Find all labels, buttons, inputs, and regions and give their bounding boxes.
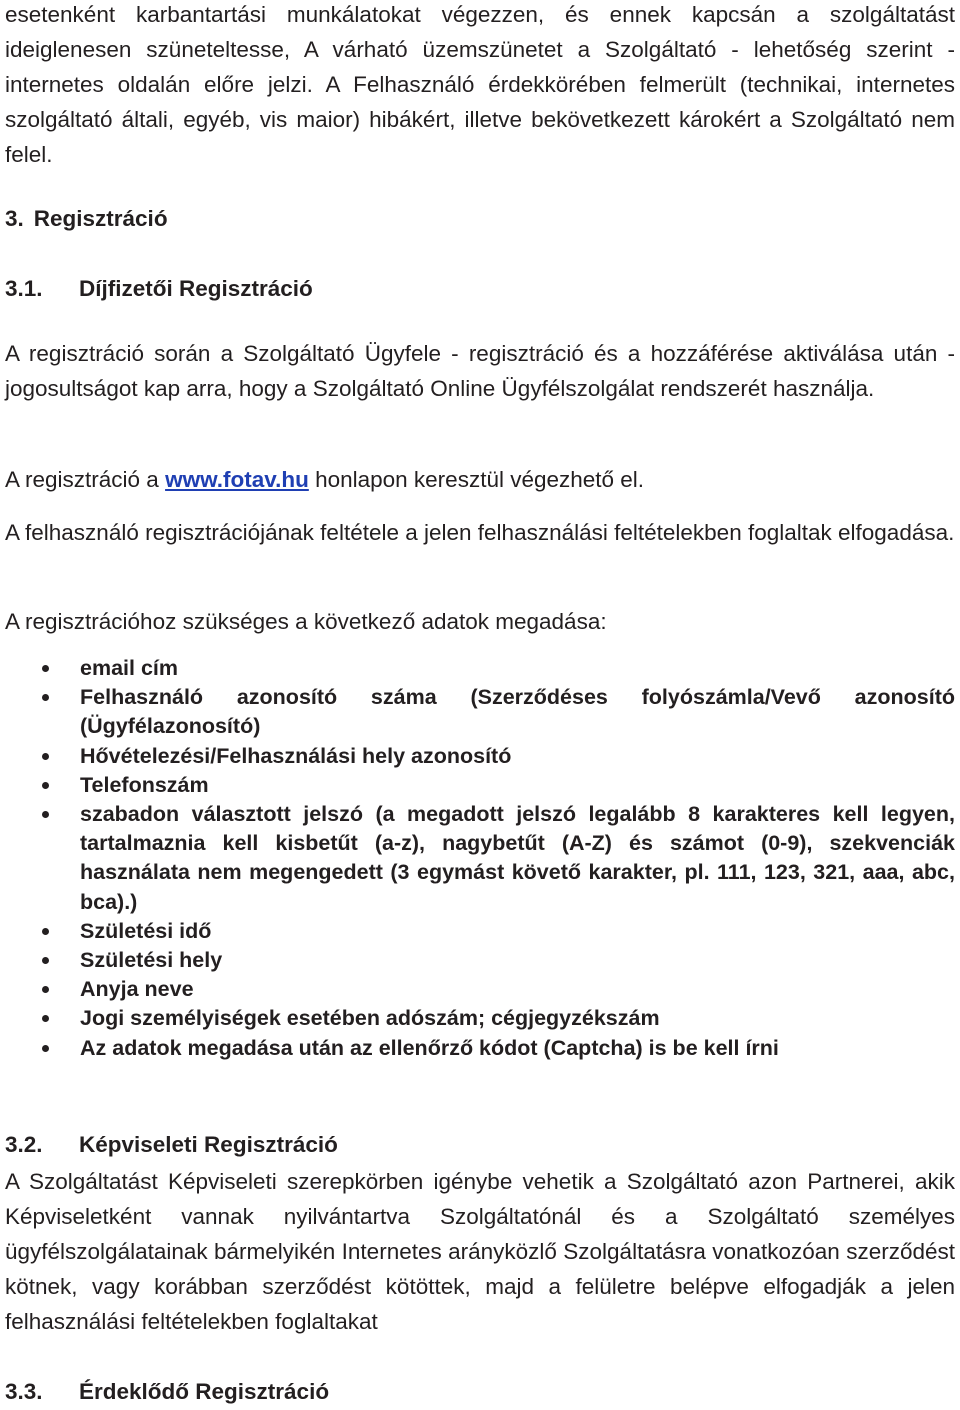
section-3-number: 3. (5, 206, 24, 231)
bullet-icon (42, 957, 49, 964)
bullet-icon (42, 694, 49, 701)
section-3-3-heading (5, 1377, 329, 1407)
bullet-icon (42, 1045, 49, 1052)
list-item: Hővételezési/Felhasználási hely azonosító (0, 742, 955, 771)
section-3-2-paragraph: A Szolgáltatást Képviseleti szerepkörben igénybe vehetik a Szolgáltató azon Partnerei, akik Képviseletként vannak nyilvántartva Szolgáltatónál és a Szolgáltató személyes ügyfélszolgálatainak bármelyikén Internetes arányközlő Szolgáltatásra vonatkozóan szerződést kötnek, vagy korábban szerződést kötöttek, majd a felületre belépve elfogadják a jelen felhasználási feltételekben foglaltakat (5, 1169, 955, 1334)
bullet-icon (42, 986, 49, 993)
section-3-2-heading (5, 1130, 338, 1160)
bullet-icon (42, 928, 49, 935)
bullet-icon (42, 1015, 49, 1022)
section-3-heading (5, 204, 168, 234)
section-3-1-title: Díjfizetői Regisztráció (79, 276, 313, 301)
section-3-title: Regisztráció (33, 206, 168, 231)
list-item: email cím (0, 654, 955, 683)
fotav-website-link[interactable]: www.fotav.hu (165, 467, 309, 492)
list-item: Születési hely (0, 946, 955, 975)
list-item: Az adatok megadása után az ellenőrző kódot (Captcha) is be kell írni (0, 1034, 955, 1063)
bullet-icon (42, 782, 49, 789)
intro-paragraph: esetenként karbantartási munkálatokat végezzen, és ennek kapcsán a szolgáltatást ideiglenesen szüneteltesse, A várható üzemszünetet a Szolgáltató - lehetőség szerint - internetes oldalán előre jelzi. A Felhasználó érdekkörében felmerült (technikai, internetes szolgáltató általi, egyéb, vis maior) hibákért, illetve bekövetkezett károkért a Szolgáltató nem felel. (5, 2, 955, 167)
section-3-3-title: Érdeklődő Regisztráció (79, 1379, 330, 1404)
list-item: szabadon választott jelszó (a megadott jelszó legalább 8 karakteres kell legyen, tartalmaznia kell kisbetűt (a-z), nagybetűt (A-Z) és számot (0-9), szekvenciák használata nem megengedett (3 egymást követő karakter, pl. 111, 123, 321, aaa, abc, bca).) (0, 800, 955, 917)
section-3-3-number: 3.3. (5, 1379, 43, 1404)
section-3-1-paragraph-1: A regisztráció során a Szolgáltató Ügyfele - regisztráció és a hozzáférése aktiválása után - jogosultságot kap arra, hogy a Szolgáltató Online Ügyfélszolgálat rendszerét használja. (5, 341, 955, 401)
list-item: Anyja neve (0, 975, 955, 1004)
section-3-2-title: Képviseleti Regisztráció (79, 1132, 338, 1157)
registration-requirements-list (0, 654, 955, 1063)
paragraph-2-prefix: A regisztráció a (5, 467, 166, 492)
section-3-1-paragraph-2 (5, 462, 955, 497)
paragraph-2-suffix: honlapon keresztül végezhető el. (308, 467, 645, 492)
list-item: Jogi személyiségek esetében adószám; cégjegyzékszám (0, 1004, 955, 1033)
list-item: Felhasználó azonosító száma (Szerződéses folyószámla/Vevő azonosító (Ügyfélazonosító) (0, 683, 955, 741)
list-item: Születési idő (0, 917, 955, 946)
list-item: Telefonszám (0, 771, 955, 800)
section-3-1-paragraph-4: A regisztrációhoz szükséges a következő adatok megadása: (5, 609, 607, 634)
section-3-2-number: 3.2. (5, 1132, 43, 1157)
bullet-icon (42, 665, 49, 672)
section-3-1-heading (5, 274, 313, 304)
bullet-icon (42, 753, 49, 760)
bullet-icon (42, 811, 49, 818)
section-3-1-paragraph-3: A felhasználó regisztrációjának feltétele a jelen felhasználási feltételekben foglaltak elfogadása. (5, 520, 955, 545)
section-3-1-number: 3.1. (5, 276, 43, 301)
